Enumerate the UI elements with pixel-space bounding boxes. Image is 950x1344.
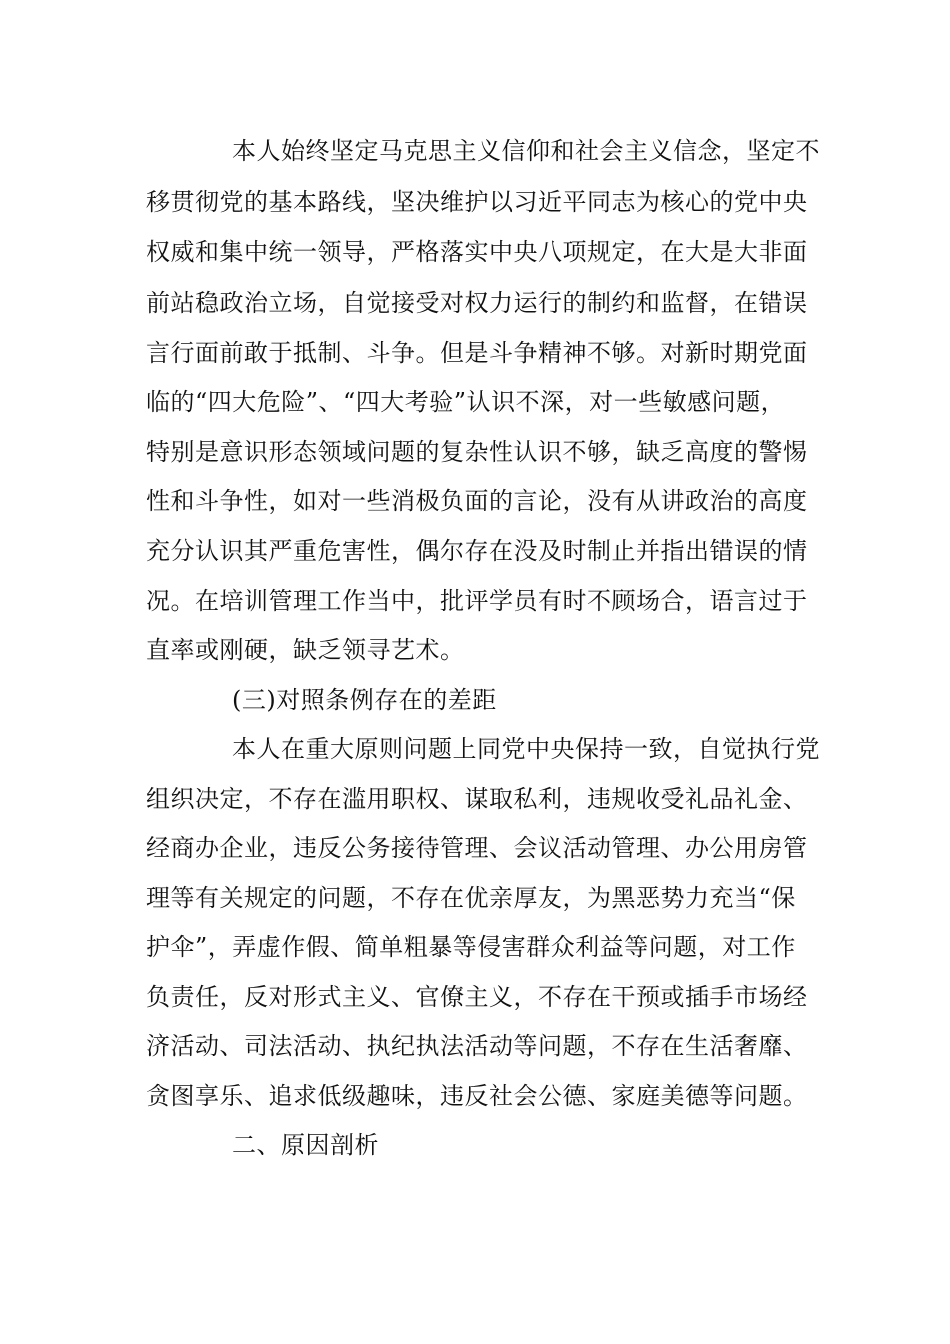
paragraph-2-line-5: 护伞”，弄虚作假、简单粗暴等侵害群众利益等问题，对工作 — [146, 933, 796, 961]
paragraph-1-line-2: 移贯彻党的基本路线，坚决维护以习近平同志为核心的党中央 — [146, 188, 808, 216]
paragraph-1-line-4: 前站稳政治立场，自觉接受对权力运行的制约和监督，在错误 — [146, 289, 808, 317]
paragraph-1-line-3: 权威和集中统一领导，严格落实中央八项规定，在大是大非面 — [146, 238, 808, 266]
paragraph-2-line-6: 负责任，反对形式主义、官僚主义，不存在干预或插手市场经 — [146, 983, 808, 1011]
paragraph-1-line-9: 充分认识其严重危害性，偶尔存在没及时制止并指出错误的情 — [146, 537, 808, 565]
paragraph-1-line-1: 本人始终坚定马克思主义信仰和社会主义信念，坚定不 — [232, 137, 820, 165]
paragraph-2-line-3: 经商办企业，违反公务接待管理、会议活动管理、办公用房管 — [146, 834, 808, 862]
paragraph-2-line-4: 理等有关规定的问题，不存在优亲厚友，为黑恶势力充当“保 — [146, 884, 796, 912]
paragraph-1-line-6: 临的“四大危险”、“四大考验”认识不深，对一些敏感问题， — [146, 388, 786, 416]
paragraph-1-line-8: 性和斗争性，如对一些消极负面的言论，没有从讲政治的高度 — [146, 487, 808, 515]
paragraph-2-line-2: 组织决定，不存在滥用职权、谋取私利，违规收受礼品礼金、 — [146, 785, 808, 813]
paragraph-1-line-10: 况。在培训管理工作当中，批评学员有时不顾场合，语言过于 — [146, 587, 808, 615]
section-heading-3: (三)对照条例存在的差距 — [232, 686, 497, 714]
paragraph-1-line-11: 直率或刚硬，缺乏领寻艺术。 — [146, 636, 465, 664]
section-heading-reason-analysis: 二、原因剖析 — [232, 1131, 379, 1159]
paragraph-1-line-5: 言行面前敢于抵制、斗争。但是斗争精神不够。对新时期党面 — [146, 339, 808, 367]
paragraph-1-line-7: 特别是意识形态领域问题的复杂性认识不够，缺乏高度的警惕 — [146, 438, 808, 466]
paragraph-2-line-8: 贪图享乐、追求低级趣味，违反社会公德、家庭美德等问题。 — [146, 1082, 808, 1110]
paragraph-2-line-7: 济活动、司法活动、执纪执法活动等问题，不存在生活奢靡、 — [146, 1032, 808, 1060]
paragraph-2-line-1: 本人在重大原则问题上同党中央保持一致，自觉执行党 — [232, 735, 820, 763]
